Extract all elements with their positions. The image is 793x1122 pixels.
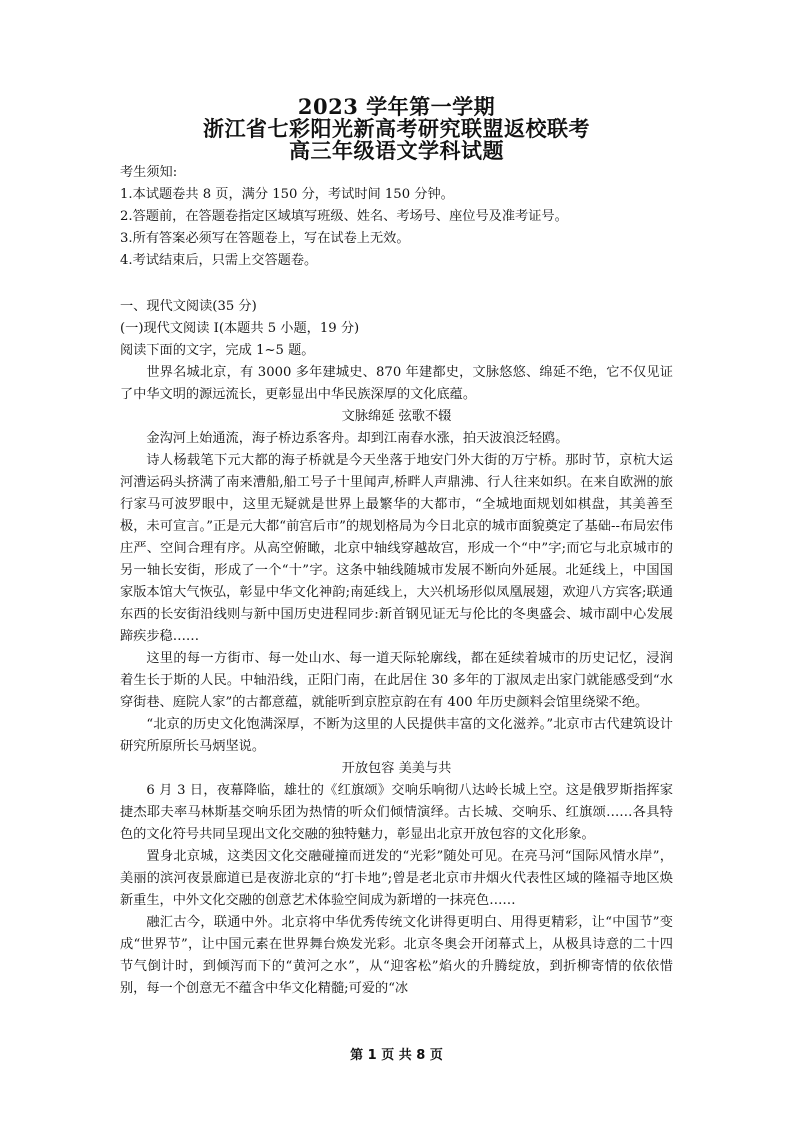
notice-item: 1.本试题卷共 8 页，满分 150 分，考试时间 150 分钟。 (120, 187, 454, 202)
notice-item: 4.考试结束后，只需上交答题卷。 (120, 253, 318, 268)
title-exam-name: 浙江省七彩阳光新高考研究联盟返校联考 (203, 116, 590, 141)
article-paragraph: 诗人杨载笔下元大都的海子桥就是今天坐落于地安门外大街的万宁桥。那时节，京杭大运河漕运码头挤满了南来漕船,船工号子十里闻声,桥畔人声鼎沸、行人往来如织。在来自欧洲的旅行家马可波罗眼中，这里无疑就是世界上最繁华的大都市，“全城地面规划如棋盘，其美善至极，未可宣言。”正是元大都“前宫后市”的规划格局为今日北京的城市面貌奠定了基础--布局宏伟庄严、空间合理有序。从高空俯瞰，北京中轴线穿越故宫，形成一个“中”字;而它与北京城市的另一轴长安街，形成了一个“十”字。这条中轴线随城市发展不断向外延展。北延线上，中国国家版本馆大气恢弘，彰显中华文化神韵;南延线上，大兴机场形似凤凰展翅，欢迎八方宾客;联通东西的长安街沿线则与新中国历史进程同步:新首钢见证无与伦比的冬奥盛会、城市副中心发展蹄疾步稳…… (120, 453, 673, 644)
article-paragraph: 融汇古今，联通中外。北京将中华优秀传统文化讲得更明白、用得更精彩，让“中国节”变成“世界节”，让中国元素在世界舞台焕发光彩。北京冬奥会开闭幕式上，从极具诗意的二十四节气倒计时，到倾泻而下的“黄河之水”，从“迎客松”焰火的升腾绽放，到折柳寄情的依依惜别，每一个创意无不蕴含中华文化精髓;可爱的“冰 (120, 915, 673, 996)
article-paragraph: “北京的历史文化饱满深厚，不断为这里的人民提供丰富的文化滋养。”北京市古代建筑设计研究所原所长马炳坚说。 (120, 717, 673, 754)
notice-item: 2.答题前，在答题卷指定区域填写班级、姓名、考场号、座位号及准考证号。 (120, 209, 568, 224)
notice-item: 3.所有答案必须写在答题卷上，写在试卷上无效。 (120, 231, 410, 246)
article-paragraph: 6 月 3 日，夜幕降临，雄壮的《红旗颂》交响乐响彻八达岭长城上空。这是俄罗斯指挥家捷杰耶夫率马林斯基交响乐团为热情的听众们倾情演绎。古长城、交响乐、红旗颂……各具特色的文化符号共同呈现出文化交融的独特魅力，彰显出北京开放包容的文化形象。 (120, 783, 673, 842)
article-subheading-2: 开放包容 美美与共 (341, 761, 452, 776)
article-poem: 金沟河上始通流，海子桥边系客舟。却到江南春水涨，拍天波浪泛轻鸥。 (146, 431, 569, 446)
title-year: 2023 学年第一学期 (297, 94, 496, 119)
article-paragraph: 这里的每一方街市、每一处山水、每一道天际轮廓线，都在延续着城市的历史记忆，浸润着生长于斯的人民。中轴沿线，正阳门南，在此居住 30 多年的丁淑凤走出家门就能感受到“水穿街巷、庭院人家”的古都意蕴，就能听到京腔京韵在有 400 年历史颜料会馆里绕梁不绝。 (120, 651, 673, 710)
exam-body (120, 162, 673, 1000)
subsection-heading: (一)现代文阅读 I(本题共 5 小题，19 分) (120, 321, 360, 336)
reading-instruction: 阅读下面的文字，完成 1~5 题。 (120, 343, 315, 358)
article-paragraph: 置身北京城，这类因文化交融碰撞而迸发的“光彩”随处可见。在亮马河“国际风情水岸”，美丽的滨河夜景廊道已是夜游北京的“打卡地”;曾是老北京市井烟火代表性区域的隆福寺地区焕新重生，中外文化交融的创意艺术体验空间成为新增的一抹亮色…… (120, 849, 673, 908)
title-subject: 高三年级语文学科试题 (289, 138, 504, 163)
section-heading: 一、现代文阅读(35 分) (120, 299, 257, 314)
spacer (120, 272, 673, 296)
article-subheading-1: 文脉绵延 弦歌不辍 (341, 409, 452, 424)
article-intro: 世界名城北京，有 3000 多年建城史、870 年建都史，文脉悠悠、绵延不绝，它不仅见证了中华文明的源远流长，更彰显出中华民族深厚的文化底蕴。 (120, 365, 673, 402)
notice-heading: 考生须知: (120, 165, 178, 180)
page-number: 第 1 页 共 8 页 (350, 1048, 443, 1063)
